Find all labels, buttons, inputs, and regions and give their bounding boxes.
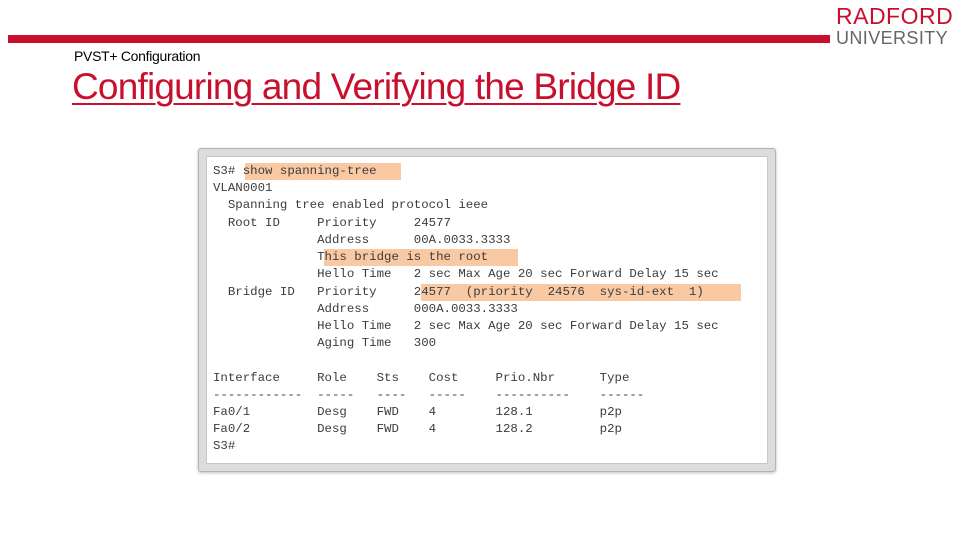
section-label: PVST+ Configuration bbox=[74, 48, 201, 64]
terminal-line: Root ID Priority 24577 bbox=[213, 216, 451, 230]
page-title: Configuring and Verifying the Bridge ID bbox=[72, 66, 681, 107]
terminal-line: Spanning tree enabled protocol ieee bbox=[213, 198, 489, 212]
terminal-line: This bridge is the root bbox=[213, 250, 489, 264]
terminal-line: Fa0/1 Desg FWD 4 128.1 p2p bbox=[213, 405, 622, 419]
terminal-output bbox=[206, 156, 768, 464]
terminal-line: Hello Time 2 sec Max Age 20 sec Forward Delay 15 sec bbox=[213, 319, 719, 333]
logo-text-radford: RADFORD bbox=[836, 3, 954, 29]
terminal-frame bbox=[198, 148, 776, 472]
terminal-line: Aging Time 300 bbox=[213, 336, 437, 350]
terminal-line: S3# show spanning-tree bbox=[213, 164, 377, 178]
terminal-line: VLAN0001 bbox=[213, 181, 273, 195]
terminal-line: S3# bbox=[213, 439, 236, 453]
terminal-line: Fa0/2 Desg FWD 4 128.2 p2p bbox=[213, 422, 622, 436]
logo-text-university: UNIVERSITY bbox=[836, 28, 949, 48]
terminal-line: Hello Time 2 sec Max Age 20 sec Forward Delay 15 sec bbox=[213, 267, 719, 281]
terminal-line: ------------ ----- ---- ----- ---------- ------ bbox=[213, 388, 645, 402]
terminal-line: Address 000A.0033.3333 bbox=[213, 302, 518, 316]
terminal-line: Interface Role Sts Cost Prio.Nbr Type bbox=[213, 371, 630, 385]
radford-university-logo bbox=[836, 4, 954, 48]
terminal-line: Address 00A.0033.3333 bbox=[213, 233, 511, 247]
terminal-line: Bridge ID Priority 24577 (priority 24576 sys-id-ext 1) bbox=[213, 285, 704, 299]
top-accent-bar bbox=[8, 35, 830, 43]
